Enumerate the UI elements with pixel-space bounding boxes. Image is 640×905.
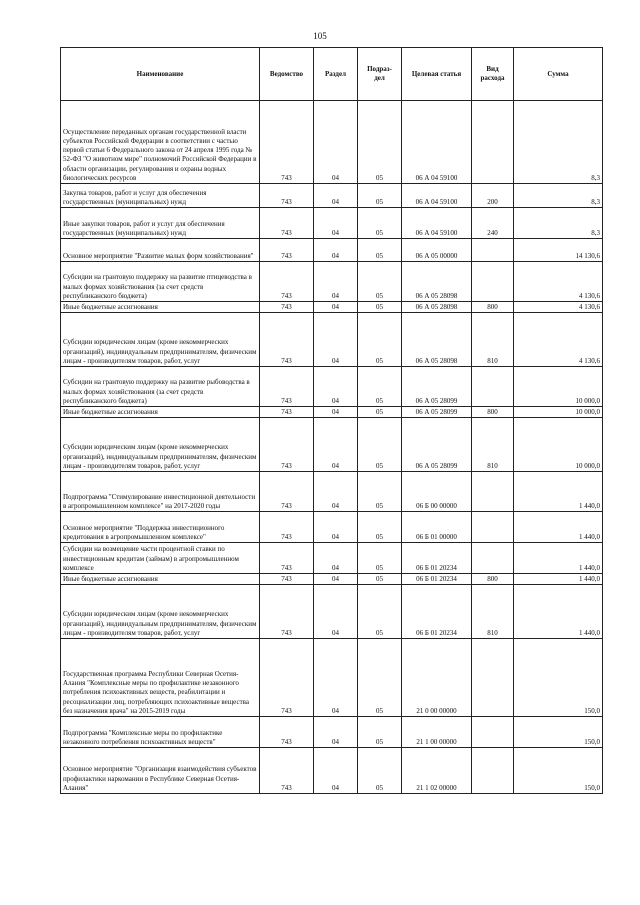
header-type: Вид расхода (472, 48, 514, 101)
row-section: 04 (314, 302, 358, 313)
row-sum: 4 130,6 (514, 262, 603, 302)
row-section: 04 (314, 313, 358, 367)
row-name: Иные бюджетные ассигнования (61, 302, 260, 313)
row-sum: 10 000,0 (514, 367, 603, 407)
table-row (61, 543, 603, 574)
row-sum: 10 000,0 (514, 407, 603, 418)
table-row (61, 472, 603, 512)
row-section: 04 (314, 639, 358, 717)
row-type (472, 472, 514, 512)
row-dept: 743 (260, 512, 314, 543)
row-subsection: 05 (358, 239, 402, 262)
row-target: 06 А 05 28098 (402, 313, 472, 367)
table-row (61, 512, 603, 543)
row-subsection: 05 (358, 101, 402, 184)
row-name: Субсидии юридическим лицам (кроме некоммерческих организаций), индивидуальным предпринимателям, физическим лицам - производителям товаров, работ, услуг (61, 585, 260, 639)
row-subsection: 05 (358, 585, 402, 639)
table-row (61, 407, 603, 418)
row-dept: 743 (260, 407, 314, 418)
row-section: 04 (314, 418, 358, 472)
table-row (61, 262, 603, 302)
row-subsection: 05 (358, 208, 402, 239)
row-subsection: 05 (358, 717, 402, 748)
row-dept: 743 (260, 543, 314, 574)
row-dept: 743 (260, 313, 314, 367)
table-row (61, 418, 603, 472)
budget-table (60, 47, 603, 794)
row-type (472, 367, 514, 407)
row-subsection: 05 (358, 543, 402, 574)
row-section: 04 (314, 184, 358, 208)
row-subsection: 05 (358, 512, 402, 543)
row-name: Подпрограмма "Комплексные меры по профилактике незаконного потребления психоактивных веществ" (61, 717, 260, 748)
row-subsection: 05 (358, 639, 402, 717)
table-row (61, 585, 603, 639)
row-dept: 743 (260, 418, 314, 472)
row-section: 04 (314, 512, 358, 543)
row-dept: 743 (260, 717, 314, 748)
row-name: Основное мероприятие "Организация взаимодействия субъектов профилактики наркомании в Республике Северная Осетия-Алания" (61, 748, 260, 794)
row-target: 06 А 05 00000 (402, 239, 472, 262)
row-sum: 1 440,0 (514, 543, 603, 574)
row-dept: 743 (260, 239, 314, 262)
row-target: 06 А 05 28099 (402, 367, 472, 407)
row-sum: 4 130,6 (514, 313, 603, 367)
row-name: Государственная программа Республики Северная Осетия-Алания "Комплексные меры по профилактике незаконного потребления психоактивных веществ, реабилитации и ресоциализации лиц, потребляющих психоактивные вещества без назначения врача" на 2015-2019 годы (61, 639, 260, 717)
table-row (61, 639, 603, 717)
row-dept: 743 (260, 748, 314, 794)
row-section: 04 (314, 543, 358, 574)
row-subsection: 05 (358, 472, 402, 512)
row-subsection: 05 (358, 418, 402, 472)
row-section: 04 (314, 574, 358, 585)
row-section: 04 (314, 262, 358, 302)
row-type: 800 (472, 574, 514, 585)
row-name: Основное мероприятие "Развитие малых форм хозяйствования" (61, 239, 260, 262)
row-name: Субсидии на грантовую поддержку на развитие птицеводства в малых формах хозяйствования (за счет средств республиканского бюджета) (61, 262, 260, 302)
row-sum: 1 440,0 (514, 472, 603, 512)
table-row (61, 367, 603, 407)
row-name: Субсидии на возмещение части процентной ставки по инвестиционным кредитам (займам) в агропромышленном комплексе (61, 543, 260, 574)
header-subsection: Подраз- дел (358, 48, 402, 101)
row-target: 06 Б 01 20234 (402, 543, 472, 574)
row-subsection: 05 (358, 748, 402, 794)
row-subsection: 05 (358, 184, 402, 208)
row-section: 04 (314, 407, 358, 418)
row-dept: 743 (260, 262, 314, 302)
table-body (61, 101, 603, 794)
table-row (61, 748, 603, 794)
row-target: 06 Б 00 00000 (402, 472, 472, 512)
row-section: 04 (314, 367, 358, 407)
row-subsection: 05 (358, 407, 402, 418)
row-section: 04 (314, 101, 358, 184)
row-dept: 743 (260, 585, 314, 639)
row-name: Иные бюджетные ассигнования (61, 407, 260, 418)
row-dept: 743 (260, 639, 314, 717)
row-type: 800 (472, 407, 514, 418)
row-sum: 8,3 (514, 184, 603, 208)
row-target: 06 Б 01 00000 (402, 512, 472, 543)
row-type: 810 (472, 418, 514, 472)
row-type (472, 639, 514, 717)
row-sum: 14 130,6 (514, 239, 603, 262)
row-name: Субсидии юридическим лицам (кроме некоммерческих организаций), индивидуальным предпринимателям, физическим лицам - производителям товаров, работ, услуг (61, 313, 260, 367)
row-section: 04 (314, 748, 358, 794)
row-sum: 150,0 (514, 639, 603, 717)
row-type (472, 262, 514, 302)
table-row (61, 184, 603, 208)
row-target: 06 А 04 59100 (402, 208, 472, 239)
row-section: 04 (314, 585, 358, 639)
header-section: Раздел (314, 48, 358, 101)
row-name: Основное мероприятие "Поддержка инвестиционного кредитования в агропромышленном комплексе" (61, 512, 260, 543)
table-row (61, 239, 603, 262)
row-sum: 150,0 (514, 717, 603, 748)
row-sum: 1 440,0 (514, 512, 603, 543)
row-target: 06 Б 01 20234 (402, 574, 472, 585)
row-subsection: 05 (358, 367, 402, 407)
table-row (61, 208, 603, 239)
row-dept: 743 (260, 367, 314, 407)
row-target: 06 А 05 28098 (402, 302, 472, 313)
table-row (61, 574, 603, 585)
row-type: 800 (472, 302, 514, 313)
row-dept: 743 (260, 472, 314, 512)
table-row (61, 717, 603, 748)
row-type: 200 (472, 184, 514, 208)
row-target: 21 1 00 00000 (402, 717, 472, 748)
row-target: 06 А 04 59100 (402, 184, 472, 208)
header-name: Наименование (61, 48, 260, 101)
row-dept: 743 (260, 302, 314, 313)
row-type (472, 543, 514, 574)
row-subsection: 05 (358, 302, 402, 313)
header-dept: Ведомство (260, 48, 314, 101)
row-section: 04 (314, 239, 358, 262)
row-type (472, 717, 514, 748)
row-name: Субсидии на грантовую поддержку на развитие рыбоводства в малых формах хозяйствования (за счет средств республиканского бюджета) (61, 367, 260, 407)
row-dept: 743 (260, 184, 314, 208)
table-row (61, 101, 603, 184)
row-name: Иные закупки товаров, работ и услуг для обеспечения государственных (муниципальных) нужд (61, 208, 260, 239)
row-section: 04 (314, 717, 358, 748)
row-target: 21 1 02 00000 (402, 748, 472, 794)
row-dept: 743 (260, 574, 314, 585)
row-subsection: 05 (358, 313, 402, 367)
row-dept: 743 (260, 208, 314, 239)
row-sum: 8,3 (514, 101, 603, 184)
row-sum: 150,0 (514, 748, 603, 794)
header-sum: Сумма (514, 48, 603, 101)
row-sum: 1 440,0 (514, 574, 603, 585)
row-subsection: 05 (358, 574, 402, 585)
row-sum: 8,3 (514, 208, 603, 239)
row-section: 04 (314, 208, 358, 239)
row-target: 06 А 05 28098 (402, 262, 472, 302)
page-number: 105 (313, 31, 327, 41)
row-type: 240 (472, 208, 514, 239)
row-target: 06 Б 01 20234 (402, 585, 472, 639)
row-subsection: 05 (358, 262, 402, 302)
row-sum: 1 440,0 (514, 585, 603, 639)
table-header-row (61, 48, 603, 101)
row-name: Субсидии юридическим лицам (кроме некоммерческих организаций), индивидуальным предпринимателям, физическим лицам - производителям товаров, работ, услуг (61, 418, 260, 472)
row-sum: 10 000,0 (514, 418, 603, 472)
row-type (472, 512, 514, 543)
row-target: 06 А 05 28099 (402, 407, 472, 418)
row-type: 810 (472, 313, 514, 367)
header-target: Целевая статья (402, 48, 472, 101)
row-sum: 4 130,6 (514, 302, 603, 313)
row-type: 810 (472, 585, 514, 639)
row-section: 04 (314, 472, 358, 512)
row-target: 21 0 00 00000 (402, 639, 472, 717)
row-target: 06 А 05 28099 (402, 418, 472, 472)
row-target: 06 А 04 59100 (402, 101, 472, 184)
table-row (61, 313, 603, 367)
row-name: Подпрограмма "Стимулирование инвестиционной деятельности в агропромышленном комплексе" на 2017-2020 годы (61, 472, 260, 512)
row-name: Иные бюджетные ассигнования (61, 574, 260, 585)
row-type (472, 748, 514, 794)
row-dept: 743 (260, 101, 314, 184)
row-type (472, 101, 514, 184)
row-name: Осуществление переданных органам государственной власти субъектов Российской Федерации в соответствии с частью первой статьи 6 Федерального закона от 24 апреля 1995 года № 52-ФЗ "О животном мире" полномочий Российской Федерации в области организации, регулирования и охраны водных биологических ресурсов (61, 101, 260, 184)
row-name: Закупка товаров, работ и услуг для обеспечения государственных (муниципальных) нужд (61, 184, 260, 208)
table-row (61, 302, 603, 313)
row-type (472, 239, 514, 262)
